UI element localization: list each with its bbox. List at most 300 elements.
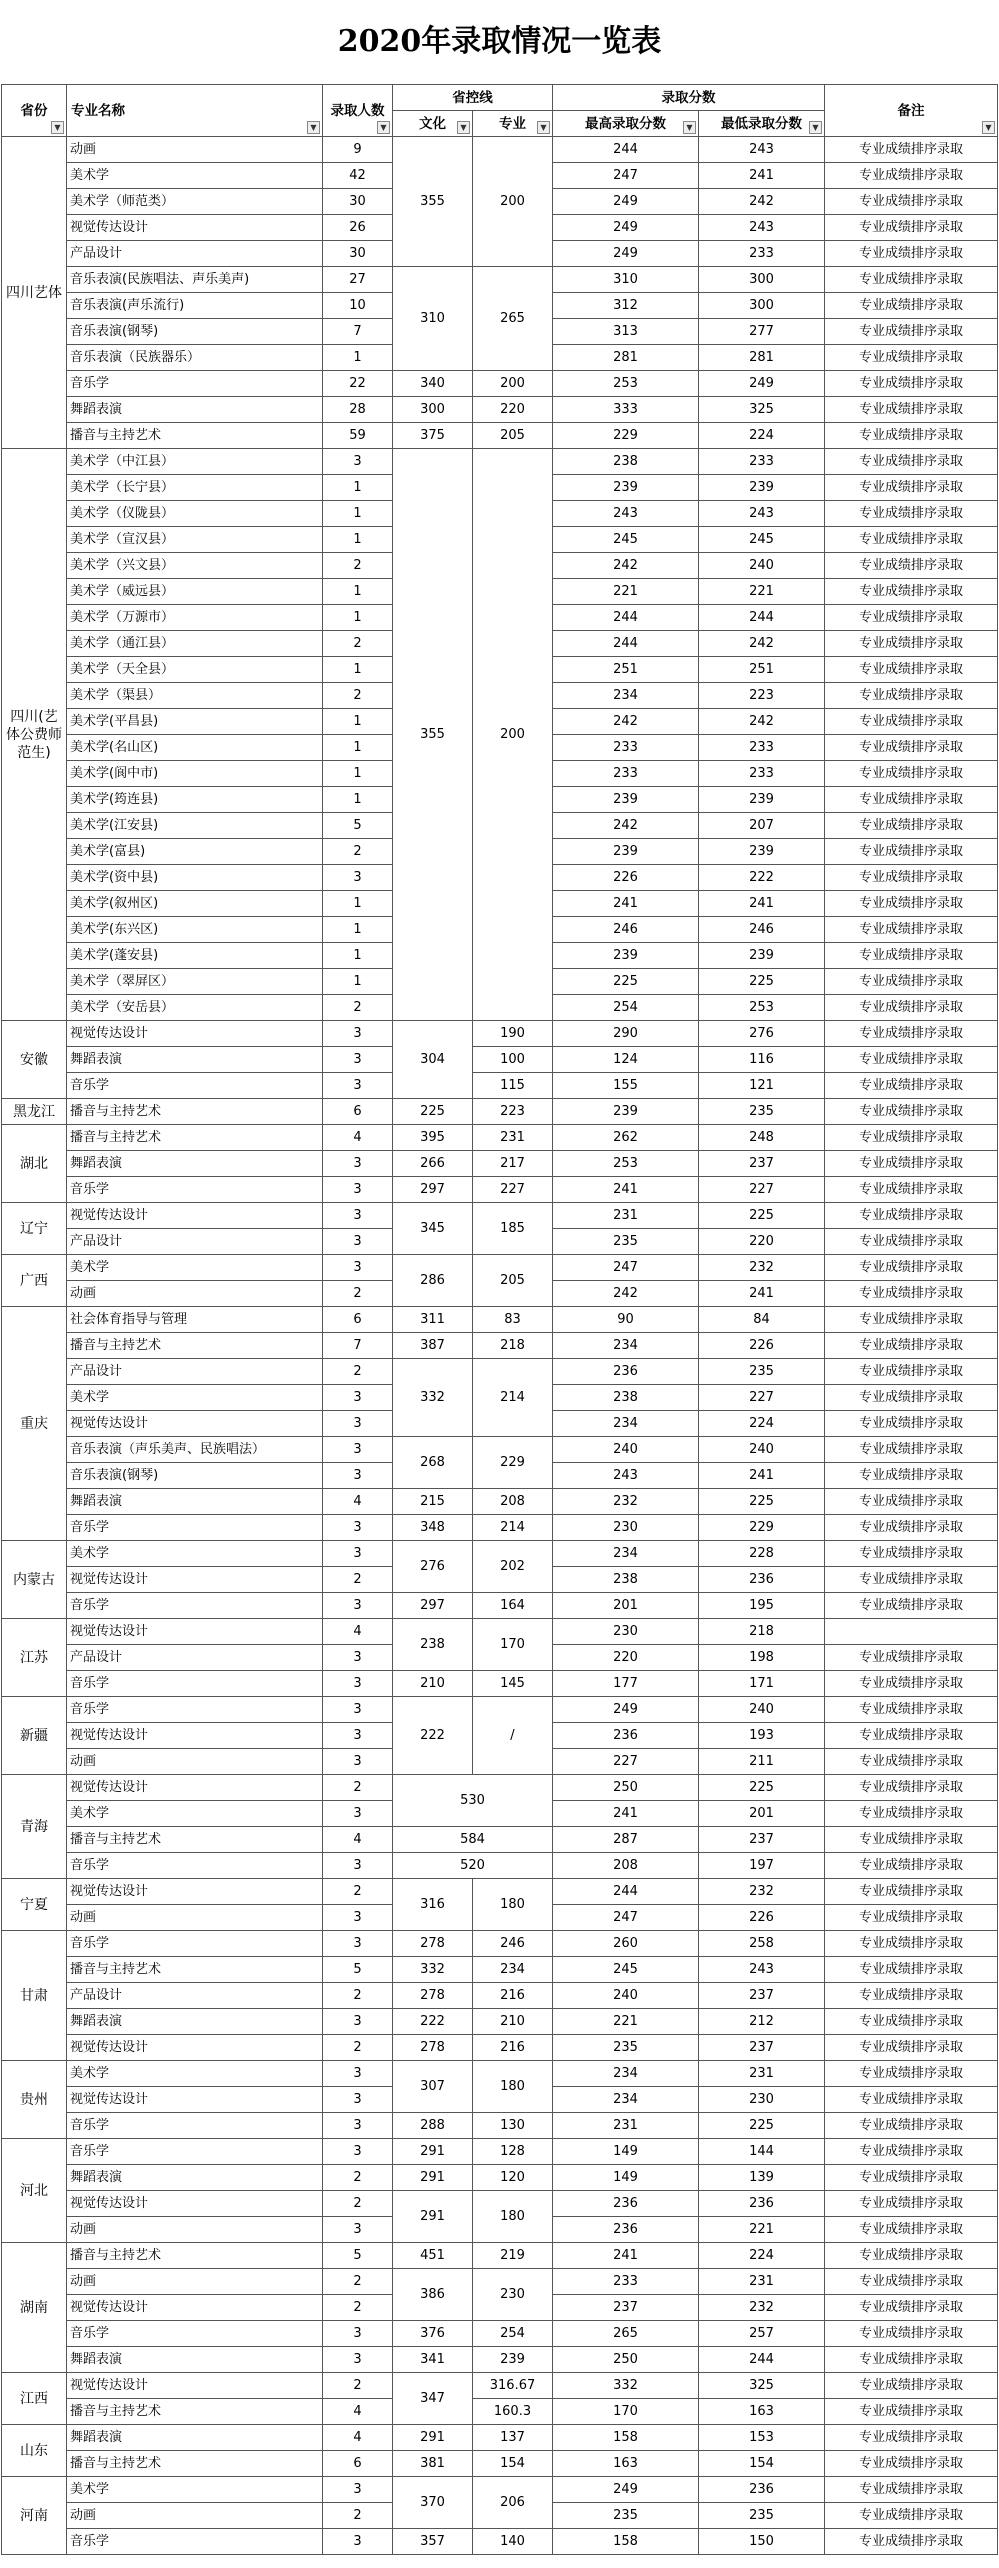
header-enroll: 录取人数 ▼: [323, 85, 393, 137]
major-cell: 音乐学: [67, 371, 323, 397]
enroll-count-cell: 1: [323, 501, 393, 527]
table-row: [2, 2477, 998, 2503]
min-score-cell: 231: [699, 2269, 825, 2295]
table-row: [2, 1307, 998, 1333]
remark-cell: 专业成绩排序录取: [825, 1931, 998, 1957]
culture-line-cell: 210: [393, 1671, 473, 1697]
table-row: [2, 2139, 998, 2165]
enroll-count-cell: 4: [323, 1827, 393, 1853]
remark-cell: 专业成绩排序录取: [825, 2165, 998, 2191]
specialty-line-cell: 254: [473, 2321, 553, 2347]
min-score-cell: 211: [699, 1749, 825, 1775]
remark-cell: 专业成绩排序录取: [825, 2425, 998, 2451]
min-score-cell: 241: [699, 891, 825, 917]
remark-cell: 专业成绩排序录取: [825, 2061, 998, 2087]
table-row: [2, 1671, 998, 1697]
remark-cell: 专业成绩排序录取: [825, 1411, 998, 1437]
table-row: [2, 1255, 998, 1281]
max-score-cell: 233: [553, 735, 699, 761]
max-score-cell: 249: [553, 189, 699, 215]
remark-cell: 专业成绩排序录取: [825, 1749, 998, 1775]
table-row: [2, 267, 998, 293]
specialty-line-cell: 230: [473, 2269, 553, 2321]
culture-line-cell: 345: [393, 1203, 473, 1255]
max-score-cell: 241: [553, 891, 699, 917]
filter-dropdown-icon[interactable]: ▼: [683, 121, 696, 134]
table-row: [2, 1151, 998, 1177]
remark-cell: 专业成绩排序录取: [825, 1593, 998, 1619]
province-cell: 甘肃: [2, 1931, 67, 2061]
remark-cell: 专业成绩排序录取: [825, 1853, 998, 1879]
table-row: [2, 1333, 998, 1359]
remark-cell: 专业成绩排序录取: [825, 2347, 998, 2373]
major-cell: 舞蹈表演: [67, 2165, 323, 2191]
major-cell: 舞蹈表演: [67, 1489, 323, 1515]
min-score-cell: 225: [699, 2113, 825, 2139]
enroll-count-cell: 3: [323, 1905, 393, 1931]
specialty-line-cell: 246: [473, 1931, 553, 1957]
enroll-count-cell: 2: [323, 1567, 393, 1593]
max-score-cell: 241: [553, 1801, 699, 1827]
min-score-cell: 237: [699, 1151, 825, 1177]
enroll-count-cell: 1: [323, 605, 393, 631]
table-row: [2, 1125, 998, 1151]
remark-cell: 专业成绩排序录取: [825, 2113, 998, 2139]
max-score-cell: 236: [553, 1359, 699, 1385]
major-cell: 社会体育指导与管理: [67, 1307, 323, 1333]
major-cell: 视觉传达设计: [67, 2087, 323, 2113]
max-score-cell: 230: [553, 1619, 699, 1645]
max-score-cell: 333: [553, 397, 699, 423]
major-cell: 美术学（仪陇县）: [67, 501, 323, 527]
culture-line-cell: 238: [393, 1619, 473, 1671]
max-score-cell: 170: [553, 2399, 699, 2425]
province-cell: 四川(艺体公费师范生): [2, 449, 67, 1021]
remark-cell: 专业成绩排序录取: [825, 371, 998, 397]
filter-dropdown-icon[interactable]: ▼: [457, 121, 470, 134]
specialty-line-cell: 180: [473, 1879, 553, 1931]
remark-cell: 专业成绩排序录取: [825, 2217, 998, 2243]
enroll-count-cell: 1: [323, 345, 393, 371]
table-row: [2, 2451, 998, 2477]
min-score-cell: 228: [699, 1541, 825, 1567]
major-cell: 美术学（万源市）: [67, 605, 323, 631]
specialty-line-cell: 219: [473, 2243, 553, 2269]
remark-cell: 专业成绩排序录取: [825, 345, 998, 371]
culture-line-cell: 341: [393, 2347, 473, 2373]
table-row: [2, 423, 998, 449]
province-cell: 宁夏: [2, 1879, 67, 1931]
min-score-cell: 163: [699, 2399, 825, 2425]
max-score-cell: 234: [553, 1541, 699, 1567]
max-score-cell: 242: [553, 709, 699, 735]
enroll-count-cell: 9: [323, 137, 393, 163]
enroll-count-cell: 4: [323, 2399, 393, 2425]
major-cell: 美术学（宣汉县）: [67, 527, 323, 553]
max-score-cell: 260: [553, 1931, 699, 1957]
major-cell: 舞蹈表演: [67, 2425, 323, 2451]
major-cell: 美术学（渠县）: [67, 683, 323, 709]
remark-cell: 专业成绩排序录取: [825, 1047, 998, 1073]
enroll-count-cell: 2: [323, 1983, 393, 2009]
max-score-cell: 249: [553, 215, 699, 241]
max-score-cell: 221: [553, 579, 699, 605]
table-row: [2, 1983, 998, 2009]
culture-line-cell: 278: [393, 2035, 473, 2061]
enroll-count-cell: 1: [323, 761, 393, 787]
min-score-cell: 232: [699, 1255, 825, 1281]
table-row: [2, 1931, 998, 1957]
major-cell: 视觉传达设计: [67, 2295, 323, 2321]
major-cell: 美术学（师范类）: [67, 189, 323, 215]
province-cell: 青海: [2, 1775, 67, 1879]
filter-dropdown-icon[interactable]: ▼: [537, 121, 550, 134]
max-score-cell: 239: [553, 943, 699, 969]
culture-line-cell: 370: [393, 2477, 473, 2529]
max-score-cell: 240: [553, 1983, 699, 2009]
remark-cell: 专业成绩排序录取: [825, 2087, 998, 2113]
major-cell: 美术学（翠屏区）: [67, 969, 323, 995]
culture-line-cell: 278: [393, 1983, 473, 2009]
max-score-cell: 265: [553, 2321, 699, 2347]
table-row: [2, 2061, 998, 2087]
table-row: [2, 2191, 998, 2217]
enroll-count-cell: 2: [323, 553, 393, 579]
major-cell: 美术学(江安县): [67, 813, 323, 839]
table-row: [2, 1619, 998, 1645]
major-cell: 视觉传达设计: [67, 1567, 323, 1593]
remark-cell: 专业成绩排序录取: [825, 1515, 998, 1541]
major-cell: 产品设计: [67, 1645, 323, 1671]
specialty-line-cell: 137: [473, 2425, 553, 2451]
culture-line-cell: 222: [393, 1697, 473, 1775]
table-row: [2, 1489, 998, 1515]
max-score-cell: 287: [553, 1827, 699, 1853]
max-score-cell: 249: [553, 241, 699, 267]
max-score-cell: 245: [553, 1957, 699, 1983]
min-score-cell: 116: [699, 1047, 825, 1073]
specialty-line-cell: 231: [473, 1125, 553, 1151]
culture-line-cell: 355: [393, 137, 473, 267]
specialty-line-cell: 164: [473, 1593, 553, 1619]
major-cell: 产品设计: [67, 1983, 323, 2009]
major-cell: 美术学（安岳县）: [67, 995, 323, 1021]
major-cell: 音乐学: [67, 1697, 323, 1723]
max-score-cell: 250: [553, 2347, 699, 2373]
table-row: [2, 137, 998, 163]
control-line-merged-cell: 584: [393, 1827, 553, 1853]
min-score-cell: 233: [699, 241, 825, 267]
min-score-cell: 237: [699, 1983, 825, 2009]
min-score-cell: 232: [699, 2295, 825, 2321]
province-cell: 辽宁: [2, 1203, 67, 1255]
table-row: [2, 1827, 998, 1853]
table-row: [2, 1177, 998, 1203]
specialty-line-cell: 208: [473, 1489, 553, 1515]
remark-cell: 专业成绩排序录取: [825, 787, 998, 813]
max-score-cell: 244: [553, 1879, 699, 1905]
enroll-count-cell: 3: [323, 1255, 393, 1281]
min-score-cell: 300: [699, 267, 825, 293]
table-row: [2, 2321, 998, 2347]
max-score-cell: 232: [553, 1489, 699, 1515]
remark-cell: 专业成绩排序录取: [825, 1905, 998, 1931]
culture-line-cell: 355: [393, 449, 473, 1021]
remark-cell: 专业成绩排序录取: [825, 449, 998, 475]
min-score-cell: 193: [699, 1723, 825, 1749]
enroll-count-cell: 3: [323, 1645, 393, 1671]
culture-line-cell: 381: [393, 2451, 473, 2477]
min-score-cell: 232: [699, 1879, 825, 1905]
culture-line-cell: 451: [393, 2243, 473, 2269]
remark-cell: 专业成绩排序录取: [825, 2503, 998, 2529]
max-score-cell: 253: [553, 371, 699, 397]
remark-cell: 专业成绩排序录取: [825, 709, 998, 735]
major-cell: 美术学(阆中市): [67, 761, 323, 787]
enroll-count-cell: 3: [323, 1385, 393, 1411]
remark-cell: 专业成绩排序录取: [825, 2269, 998, 2295]
remark-cell: 专业成绩排序录取: [825, 1021, 998, 1047]
specialty-line-cell: 210: [473, 2009, 553, 2035]
specialty-line-cell: 220: [473, 397, 553, 423]
culture-line-cell: 297: [393, 1593, 473, 1619]
major-cell: 音乐表演(钢琴): [67, 319, 323, 345]
remark-cell: 专业成绩排序录取: [825, 1177, 998, 1203]
major-cell: 播音与主持艺术: [67, 2243, 323, 2269]
max-score-cell: 149: [553, 2139, 699, 2165]
remark-cell: 专业成绩排序录取: [825, 2035, 998, 2061]
remark-cell: 专业成绩排序录取: [825, 1359, 998, 1385]
enroll-count-cell: 1: [323, 917, 393, 943]
min-score-cell: 233: [699, 735, 825, 761]
remark-cell: 专业成绩排序录取: [825, 1541, 998, 1567]
province-cell: 黑龙江: [2, 1099, 67, 1125]
enroll-count-cell: 3: [323, 1931, 393, 1957]
remark-cell: 专业成绩排序录取: [825, 839, 998, 865]
major-cell: 音乐表演（声乐美声、民族唱法）: [67, 1437, 323, 1463]
max-score-cell: 234: [553, 1333, 699, 1359]
specialty-line-cell: 140: [473, 2529, 553, 2555]
major-cell: 音乐学: [67, 1931, 323, 1957]
enroll-count-cell: 2: [323, 1879, 393, 1905]
major-cell: 播音与主持艺术: [67, 2451, 323, 2477]
min-score-cell: 236: [699, 2191, 825, 2217]
enroll-count-cell: 3: [323, 2087, 393, 2113]
admission-table: [1, 84, 998, 2555]
remark-cell: 专业成绩排序录取: [825, 319, 998, 345]
specialty-line-cell: 200: [473, 137, 553, 267]
max-score-cell: 233: [553, 761, 699, 787]
min-score-cell: 241: [699, 163, 825, 189]
specialty-line-cell: 265: [473, 267, 553, 371]
filter-dropdown-icon[interactable]: ▼: [982, 121, 995, 134]
province-cell: 湖南: [2, 2243, 67, 2373]
enroll-count-cell: 3: [323, 1411, 393, 1437]
enroll-count-cell: 1: [323, 579, 393, 605]
enroll-count-cell: 3: [323, 1697, 393, 1723]
major-cell: 视觉传达设计: [67, 1411, 323, 1437]
max-score-cell: 239: [553, 475, 699, 501]
major-cell: 视觉传达设计: [67, 215, 323, 241]
remark-cell: 专业成绩排序录取: [825, 1879, 998, 1905]
culture-line-cell: 395: [393, 1125, 473, 1151]
table-row: [2, 1021, 998, 1047]
culture-line-cell: 266: [393, 1151, 473, 1177]
table-row: [2, 1203, 998, 1229]
province-cell: 四川艺体: [2, 137, 67, 449]
min-score-cell: 225: [699, 969, 825, 995]
culture-line-cell: 357: [393, 2529, 473, 2555]
min-score-cell: 258: [699, 1931, 825, 1957]
culture-line-cell: 347: [393, 2373, 473, 2425]
min-score-cell: 197: [699, 1853, 825, 1879]
header-remark: 备注 ▼: [825, 85, 998, 137]
culture-line-cell: 286: [393, 1255, 473, 1307]
culture-line-cell: 291: [393, 2191, 473, 2243]
major-cell: 视觉传达设计: [67, 1021, 323, 1047]
max-score-cell: 254: [553, 995, 699, 1021]
major-cell: 美术学: [67, 2061, 323, 2087]
max-score-cell: 239: [553, 839, 699, 865]
enroll-count-cell: 30: [323, 241, 393, 267]
major-cell: 美术学(富县): [67, 839, 323, 865]
remark-cell: 专业成绩排序录取: [825, 1255, 998, 1281]
enroll-count-cell: 2: [323, 631, 393, 657]
major-cell: 美术学: [67, 1541, 323, 1567]
specialty-line-cell: 100: [473, 1047, 553, 1073]
enroll-count-cell: 5: [323, 1957, 393, 1983]
major-cell: 产品设计: [67, 1229, 323, 1255]
control-line-merged-cell: 530: [393, 1775, 553, 1827]
remark-cell: 专业成绩排序录取: [825, 761, 998, 787]
filter-dropdown-icon[interactable]: ▼: [307, 121, 320, 134]
min-score-cell: 237: [699, 1827, 825, 1853]
max-score-cell: 226: [553, 865, 699, 891]
major-cell: 播音与主持艺术: [67, 423, 323, 449]
enroll-count-cell: 28: [323, 397, 393, 423]
remark-cell: 专业成绩排序录取: [825, 657, 998, 683]
table-row: [2, 2269, 998, 2295]
min-score-cell: 84: [699, 1307, 825, 1333]
enroll-count-cell: 3: [323, 2061, 393, 2087]
min-score-cell: 222: [699, 865, 825, 891]
enroll-count-cell: 3: [323, 1177, 393, 1203]
remark-cell: 专业成绩排序录取: [825, 1229, 998, 1255]
header-score: 录取分数: [553, 85, 825, 111]
table-row: [2, 1541, 998, 1567]
specialty-line-cell: 180: [473, 2191, 553, 2243]
min-score-cell: 244: [699, 2347, 825, 2373]
culture-line-cell: 268: [393, 1437, 473, 1489]
table-row: [2, 2009, 998, 2035]
enroll-count-cell: 2: [323, 2269, 393, 2295]
enroll-count-cell: 1: [323, 787, 393, 813]
enroll-count-cell: 5: [323, 2243, 393, 2269]
enroll-count-cell: 3: [323, 2009, 393, 2035]
min-score-cell: 212: [699, 2009, 825, 2035]
remark-cell: 专业成绩排序录取: [825, 1697, 998, 1723]
major-cell: 视觉传达设计: [67, 1723, 323, 1749]
remark-cell: 专业成绩排序录取: [825, 1203, 998, 1229]
enroll-count-cell: 3: [323, 1723, 393, 1749]
enroll-count-cell: 42: [323, 163, 393, 189]
remark-cell: 专业成绩排序录取: [825, 1775, 998, 1801]
enroll-count-cell: 2: [323, 1775, 393, 1801]
remark-cell: 专业成绩排序录取: [825, 527, 998, 553]
min-score-cell: 251: [699, 657, 825, 683]
table-row: [2, 2113, 998, 2139]
specialty-line-cell: 234: [473, 1957, 553, 1983]
major-cell: 美术学(资中县): [67, 865, 323, 891]
min-score-cell: 229: [699, 1515, 825, 1541]
max-score-cell: 240: [553, 1437, 699, 1463]
table-row: [2, 2243, 998, 2269]
province-cell: 江苏: [2, 1619, 67, 1697]
major-cell: 舞蹈表演: [67, 2009, 323, 2035]
min-score-cell: 239: [699, 475, 825, 501]
enroll-count-cell: 2: [323, 2191, 393, 2217]
specialty-line-cell: 216: [473, 2035, 553, 2061]
remark-cell: 专业成绩排序录取: [825, 631, 998, 657]
enroll-count-cell: 4: [323, 1489, 393, 1515]
major-cell: 美术学: [67, 163, 323, 189]
specialty-line-cell: 214: [473, 1515, 553, 1541]
max-score-cell: 221: [553, 2009, 699, 2035]
major-cell: 美术学: [67, 1255, 323, 1281]
table-row: [2, 2399, 998, 2425]
table-row: [2, 1775, 998, 1801]
province-cell: 安徽: [2, 1021, 67, 1099]
min-score-cell: 223: [699, 683, 825, 709]
max-score-cell: 242: [553, 1281, 699, 1307]
remark-cell: 专业成绩排序录取: [825, 1489, 998, 1515]
min-score-cell: 236: [699, 2477, 825, 2503]
specialty-line-cell: 205: [473, 423, 553, 449]
remark-cell: 专业成绩排序录取: [825, 2451, 998, 2477]
min-score-cell: 246: [699, 917, 825, 943]
max-score-cell: 247: [553, 163, 699, 189]
major-cell: 美术学: [67, 1385, 323, 1411]
culture-line-cell: 386: [393, 2269, 473, 2321]
max-score-cell: 124: [553, 1047, 699, 1073]
enroll-count-cell: 27: [323, 267, 393, 293]
max-score-cell: 244: [553, 631, 699, 657]
remark-cell: 专业成绩排序录取: [825, 2399, 998, 2425]
enroll-count-cell: 1: [323, 969, 393, 995]
max-score-cell: 149: [553, 2165, 699, 2191]
specialty-line-cell: 200: [473, 371, 553, 397]
enroll-count-cell: 3: [323, 1853, 393, 1879]
enroll-count-cell: 2: [323, 2165, 393, 2191]
culture-line-cell: 215: [393, 1489, 473, 1515]
remark-cell: 专业成绩排序录取: [825, 1437, 998, 1463]
remark-cell: 专业成绩排序录取: [825, 1307, 998, 1333]
table-row: [2, 2035, 998, 2061]
filter-dropdown-icon[interactable]: ▼: [377, 121, 390, 134]
min-score-cell: 198: [699, 1645, 825, 1671]
min-score-cell: 325: [699, 397, 825, 423]
remark-cell: 专业成绩排序录取: [825, 215, 998, 241]
remark-cell: 专业成绩排序录取: [825, 579, 998, 605]
max-score-cell: 229: [553, 423, 699, 449]
table-row: [2, 2165, 998, 2191]
culture-line-cell: 332: [393, 1359, 473, 1437]
filter-dropdown-icon[interactable]: ▼: [809, 121, 822, 134]
culture-line-cell: 278: [393, 1931, 473, 1957]
remark-cell: 专业成绩排序录取: [825, 917, 998, 943]
major-cell: 播音与主持艺术: [67, 1099, 323, 1125]
filter-dropdown-icon[interactable]: ▼: [51, 121, 64, 134]
